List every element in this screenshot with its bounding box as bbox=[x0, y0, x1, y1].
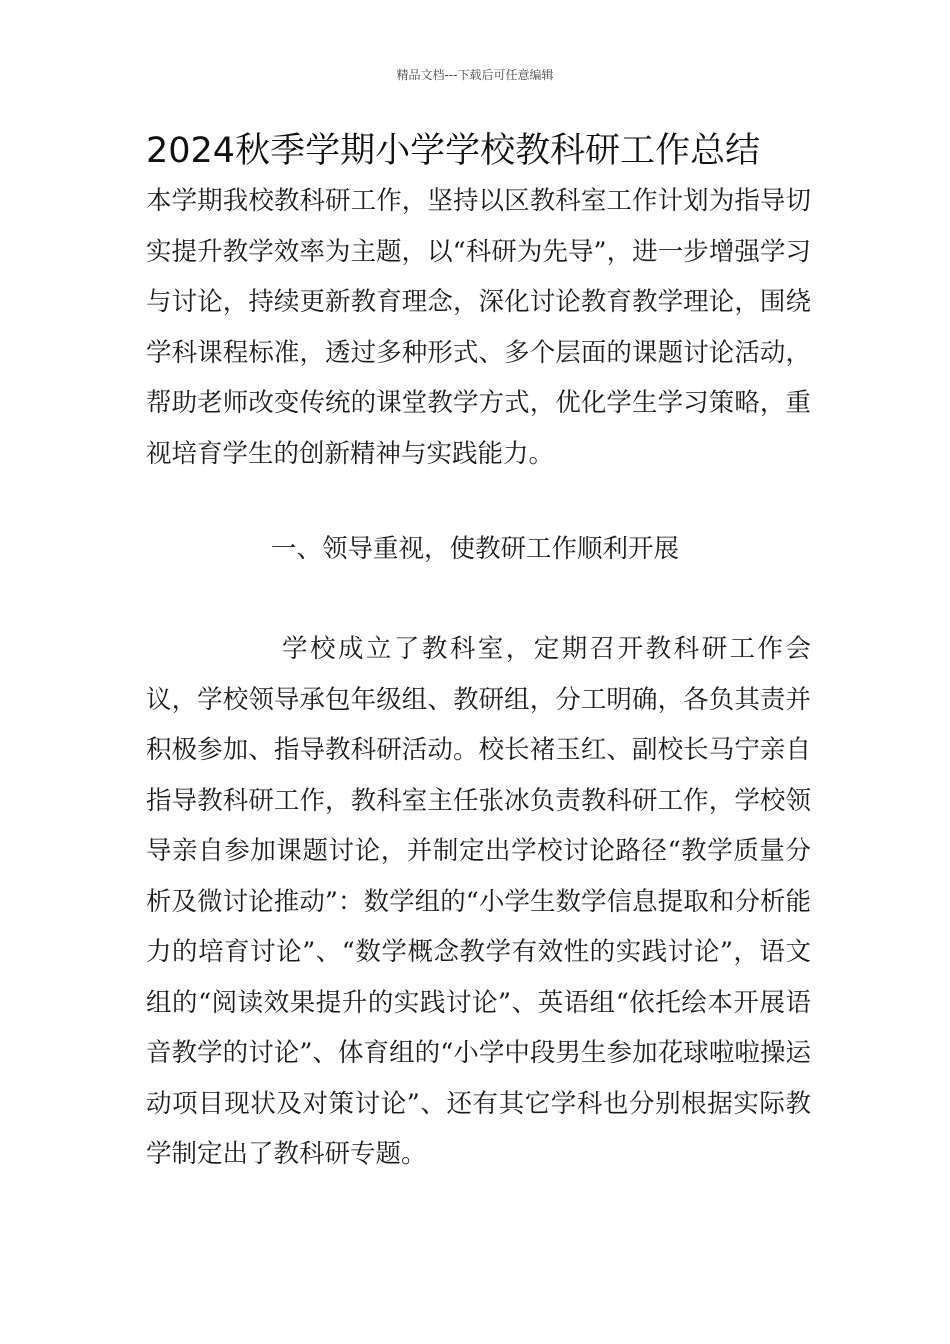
document-title: 2024秋季学期小学学校教科研工作总结 bbox=[146, 131, 761, 171]
header-note: 精品文档---下载后可任意编辑 bbox=[396, 68, 554, 82]
section-body-container bbox=[146, 624, 811, 1180]
intro-paragraph: 本学期我校教科研工作，坚持以区教科室工作计划为指导切实提升教学效率为主题，以“科研为先导”，进一步增强学习与讨论，持续更新教育理念，深化讨论教育教学理论，围绕学科课程标准，透过多种形式、多个层面的课题讨论活动，帮助老师改变传统的课堂教学方式，优化学生学习策略，重视培育学生的创新精神与实践能力。 bbox=[146, 186, 811, 469]
section-heading: 一、领导重视，使教研工作顺利开展 bbox=[270, 534, 679, 564]
section-body-paragraph: 学校成立了教科室，定期召开教科研工作会议，学校领导承包年级组、教研组，分工明确，各负其责并积极参加、指导教科研活动。校长褚玉红、副校长马宁亲自指导教科研工作，教科室主任张冰负责教科研工作，学校领导亲自参加课题讨论，并制定出学校讨论路径“教学质量分析及微讨论推动”：数学组的“小学生数学信息提取和分析能力的培育讨论”、“数学概念教学有效性的实践讨论”，语文组的“阅读效果提升的实践讨论”、英语组“依托绘本开展语音教学的讨论”、体育组的“小学中段男生参加花球啦啦操运动项目现状及对策讨论”、还有其它学科也分别根据实际教学制定出了教科研专题。 bbox=[146, 634, 811, 1169]
intro-paragraph-container bbox=[146, 176, 811, 479]
